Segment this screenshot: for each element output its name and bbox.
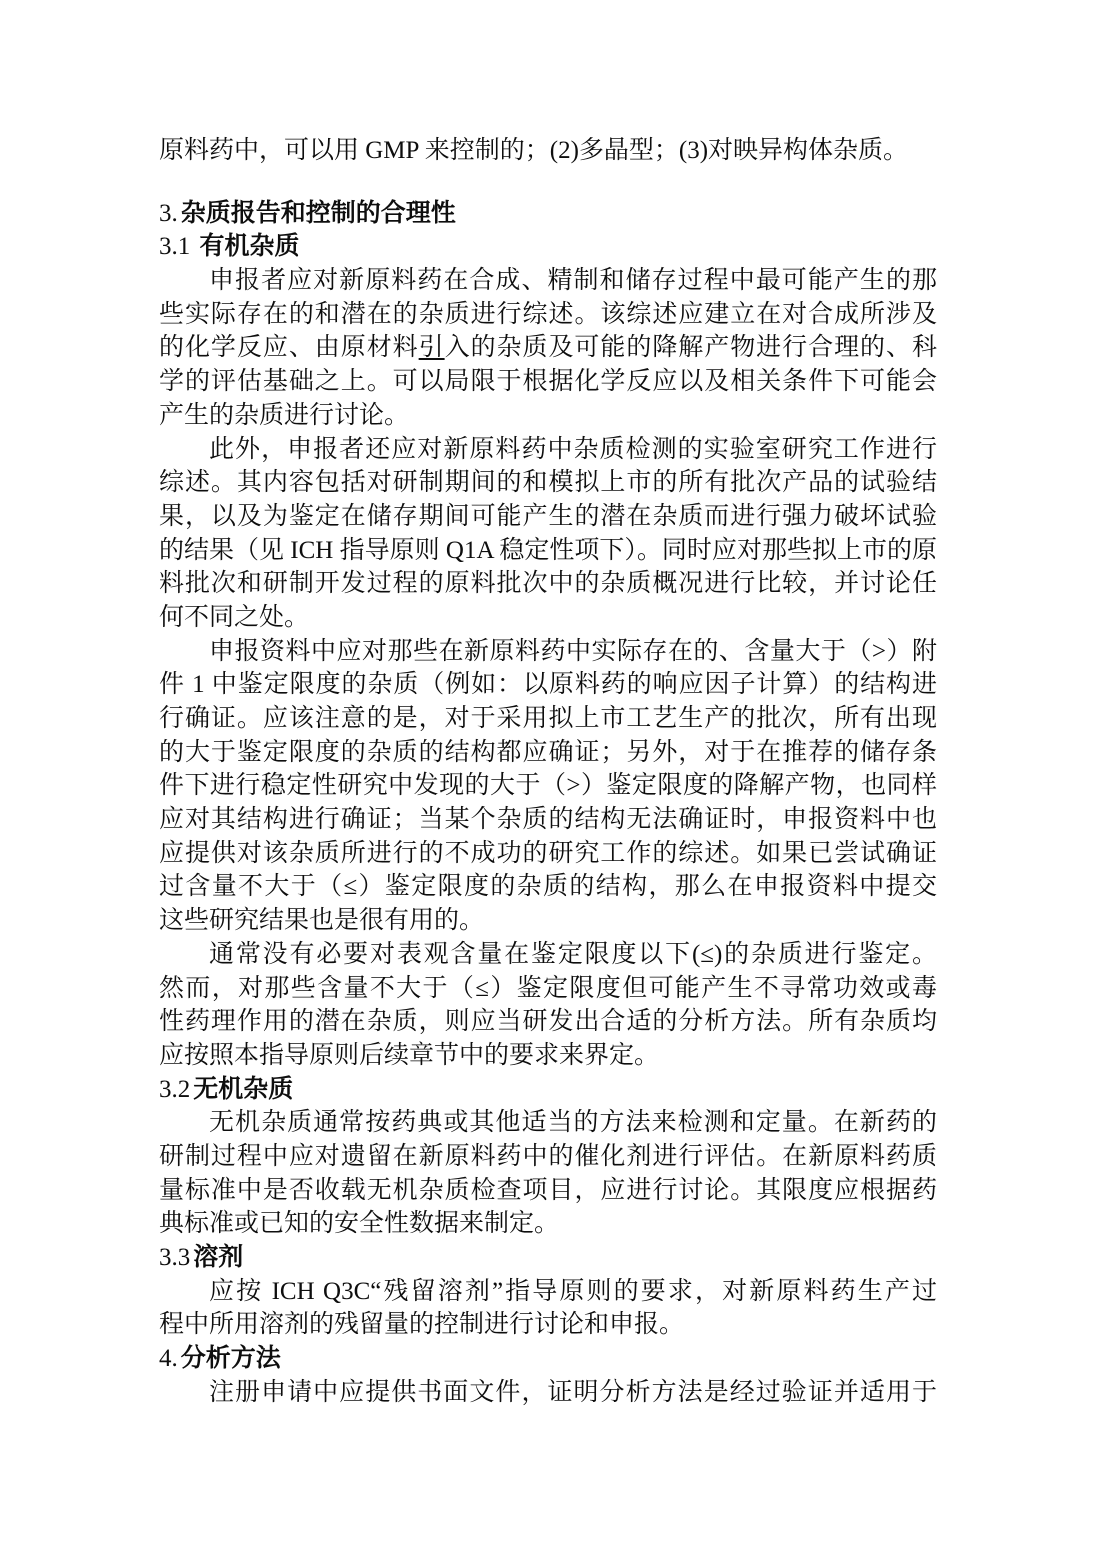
text-line: 何不同之处。 xyxy=(159,603,310,631)
text-line: 产生的杂质进行讨论。 xyxy=(159,401,410,429)
heading-label: 有机杂质 xyxy=(199,232,300,261)
text-line: 应提供对该杂质所进行的不成功的研究工作的综述。如果已尝试确证 xyxy=(159,839,937,867)
text-line: 无机杂质通常按药典或其他适当的方法来检测和定量。在新药的 xyxy=(209,1109,937,1137)
text-line: 果，以及为鉴定在储存期间可能产生的潜在杂质而进行强力破坏试验 xyxy=(159,502,937,530)
section-heading-3-1 xyxy=(159,230,937,264)
text-line: 的大于鉴定限度的杂质的结构都应确证；另外，对于在推荐的储存条 xyxy=(159,738,937,766)
text-line: 些实际存在的和潜在的杂质进行综述。该综述应建立在对合成所涉及 xyxy=(159,300,937,328)
text-line: 件下进行稳定性研究中发现的大于（>）鉴定限度的降解产物，也同样 xyxy=(159,772,937,800)
text-line: 学的评估基础之上。可以局限于根据化学反应以及相关条件下可能会 xyxy=(159,368,937,396)
section-heading-3-2 xyxy=(159,1073,937,1107)
paragraph-spacer xyxy=(159,168,937,197)
text-line: 行确证。应该注意的是，对于采用拟上市工艺生产的批次，所有出现 xyxy=(159,705,937,732)
text-line: 程中所用溶剂的残留量的控制进行讨论和申报。 xyxy=(159,1311,685,1339)
heading-number: 3. xyxy=(159,199,178,227)
heading-number: 3.3 xyxy=(159,1244,191,1271)
text-line: 然而，对那些含量不大于（≤）鉴定限度但可能产生不寻常功效或毒 xyxy=(159,974,937,1002)
text-segment: 入的杂质及可能的降解产物进行合理的、科 xyxy=(444,334,937,362)
text-line: 过含量不大于（≤）鉴定限度的杂质的结构，那么在申报资料中提交 xyxy=(159,873,937,901)
text-line: 件 1 中鉴定限度的杂质（例如：以原料药的响应因子计算）的结构进 xyxy=(159,671,937,699)
text-line xyxy=(159,331,937,365)
text-line: 原料药中，可以用 GMP 来控制的；(2)多晶型；(3)对映异构体杂质。 xyxy=(159,137,909,164)
heading-number: 3.1 xyxy=(159,233,197,261)
text-line: 性药理作用的潜在杂质，则应当研发出合适的分析方法。所有杂质均 xyxy=(159,1008,937,1036)
heading-number: 4. xyxy=(159,1345,178,1373)
document-text-block xyxy=(159,134,937,1409)
text-line: 注册申请中应提供书面文件，证明分析方法是经过验证并适用于 xyxy=(209,1378,937,1406)
text-line: 应对其结构进行确证；当某个杂质的结构无法确证时，申报资料中也 xyxy=(159,806,937,834)
text-line: 典标准或已知的安全性数据来制定。 xyxy=(159,1210,560,1238)
heading-label: 无机杂质 xyxy=(193,1074,294,1103)
text-line: 应按 ICH Q3C“残留溶剂”指导原则的要求，对新原料药生产过 xyxy=(209,1277,937,1305)
text-line: 料批次和研制开发过程的原料批次中的杂质概况进行比较，并讨论任 xyxy=(159,570,937,598)
text-line: 研制过程中应对遗留在新原料药中的催化剂进行评估。在新原料药质 xyxy=(159,1142,937,1170)
section-heading-3 xyxy=(159,197,937,231)
text-line: 的结果（见 ICH 指导原则 Q1A 稳定性项下）。同时应对那些拟上市的原 xyxy=(159,536,937,564)
underlined-text: 引 xyxy=(418,334,445,362)
text-line: 综述。其内容包括对研制期间的和模拟上市的所有批次产品的试验结 xyxy=(159,469,937,497)
section-heading-4 xyxy=(159,1342,937,1376)
text-segment: 的化学反应、由原材料 xyxy=(159,334,419,362)
text-line: 申报资料中应对那些在新原料药中实际存在的、含量大于（>）附 xyxy=(209,637,937,665)
text-line: 申报者应对新原料药在合成、精制和储存过程中最可能产生的那 xyxy=(209,267,937,295)
text-line: 此外，申报者还应对新原料药中杂质检测的实验室研究工作进行 xyxy=(209,435,937,463)
text-line: 应按照本指导原则后续章节中的要求来界定。 xyxy=(159,1041,660,1069)
text-line: 通常没有必要对表观含量在鉴定限度以下(≤)的杂质进行鉴定。 xyxy=(209,940,937,968)
section-heading-3-3 xyxy=(159,1241,937,1275)
heading-label: 杂质报告和控制的合理性 xyxy=(180,198,456,227)
heading-number: 3.2 xyxy=(159,1075,191,1103)
text-line: 量标准中是否收载无机杂质检查项目，应进行讨论。其限度应根据药 xyxy=(159,1176,937,1204)
text-line: 这些研究结果也是很有用的。 xyxy=(159,907,485,935)
heading-label: 溶剂 xyxy=(193,1243,244,1271)
heading-label: 分析方法 xyxy=(180,1344,281,1373)
